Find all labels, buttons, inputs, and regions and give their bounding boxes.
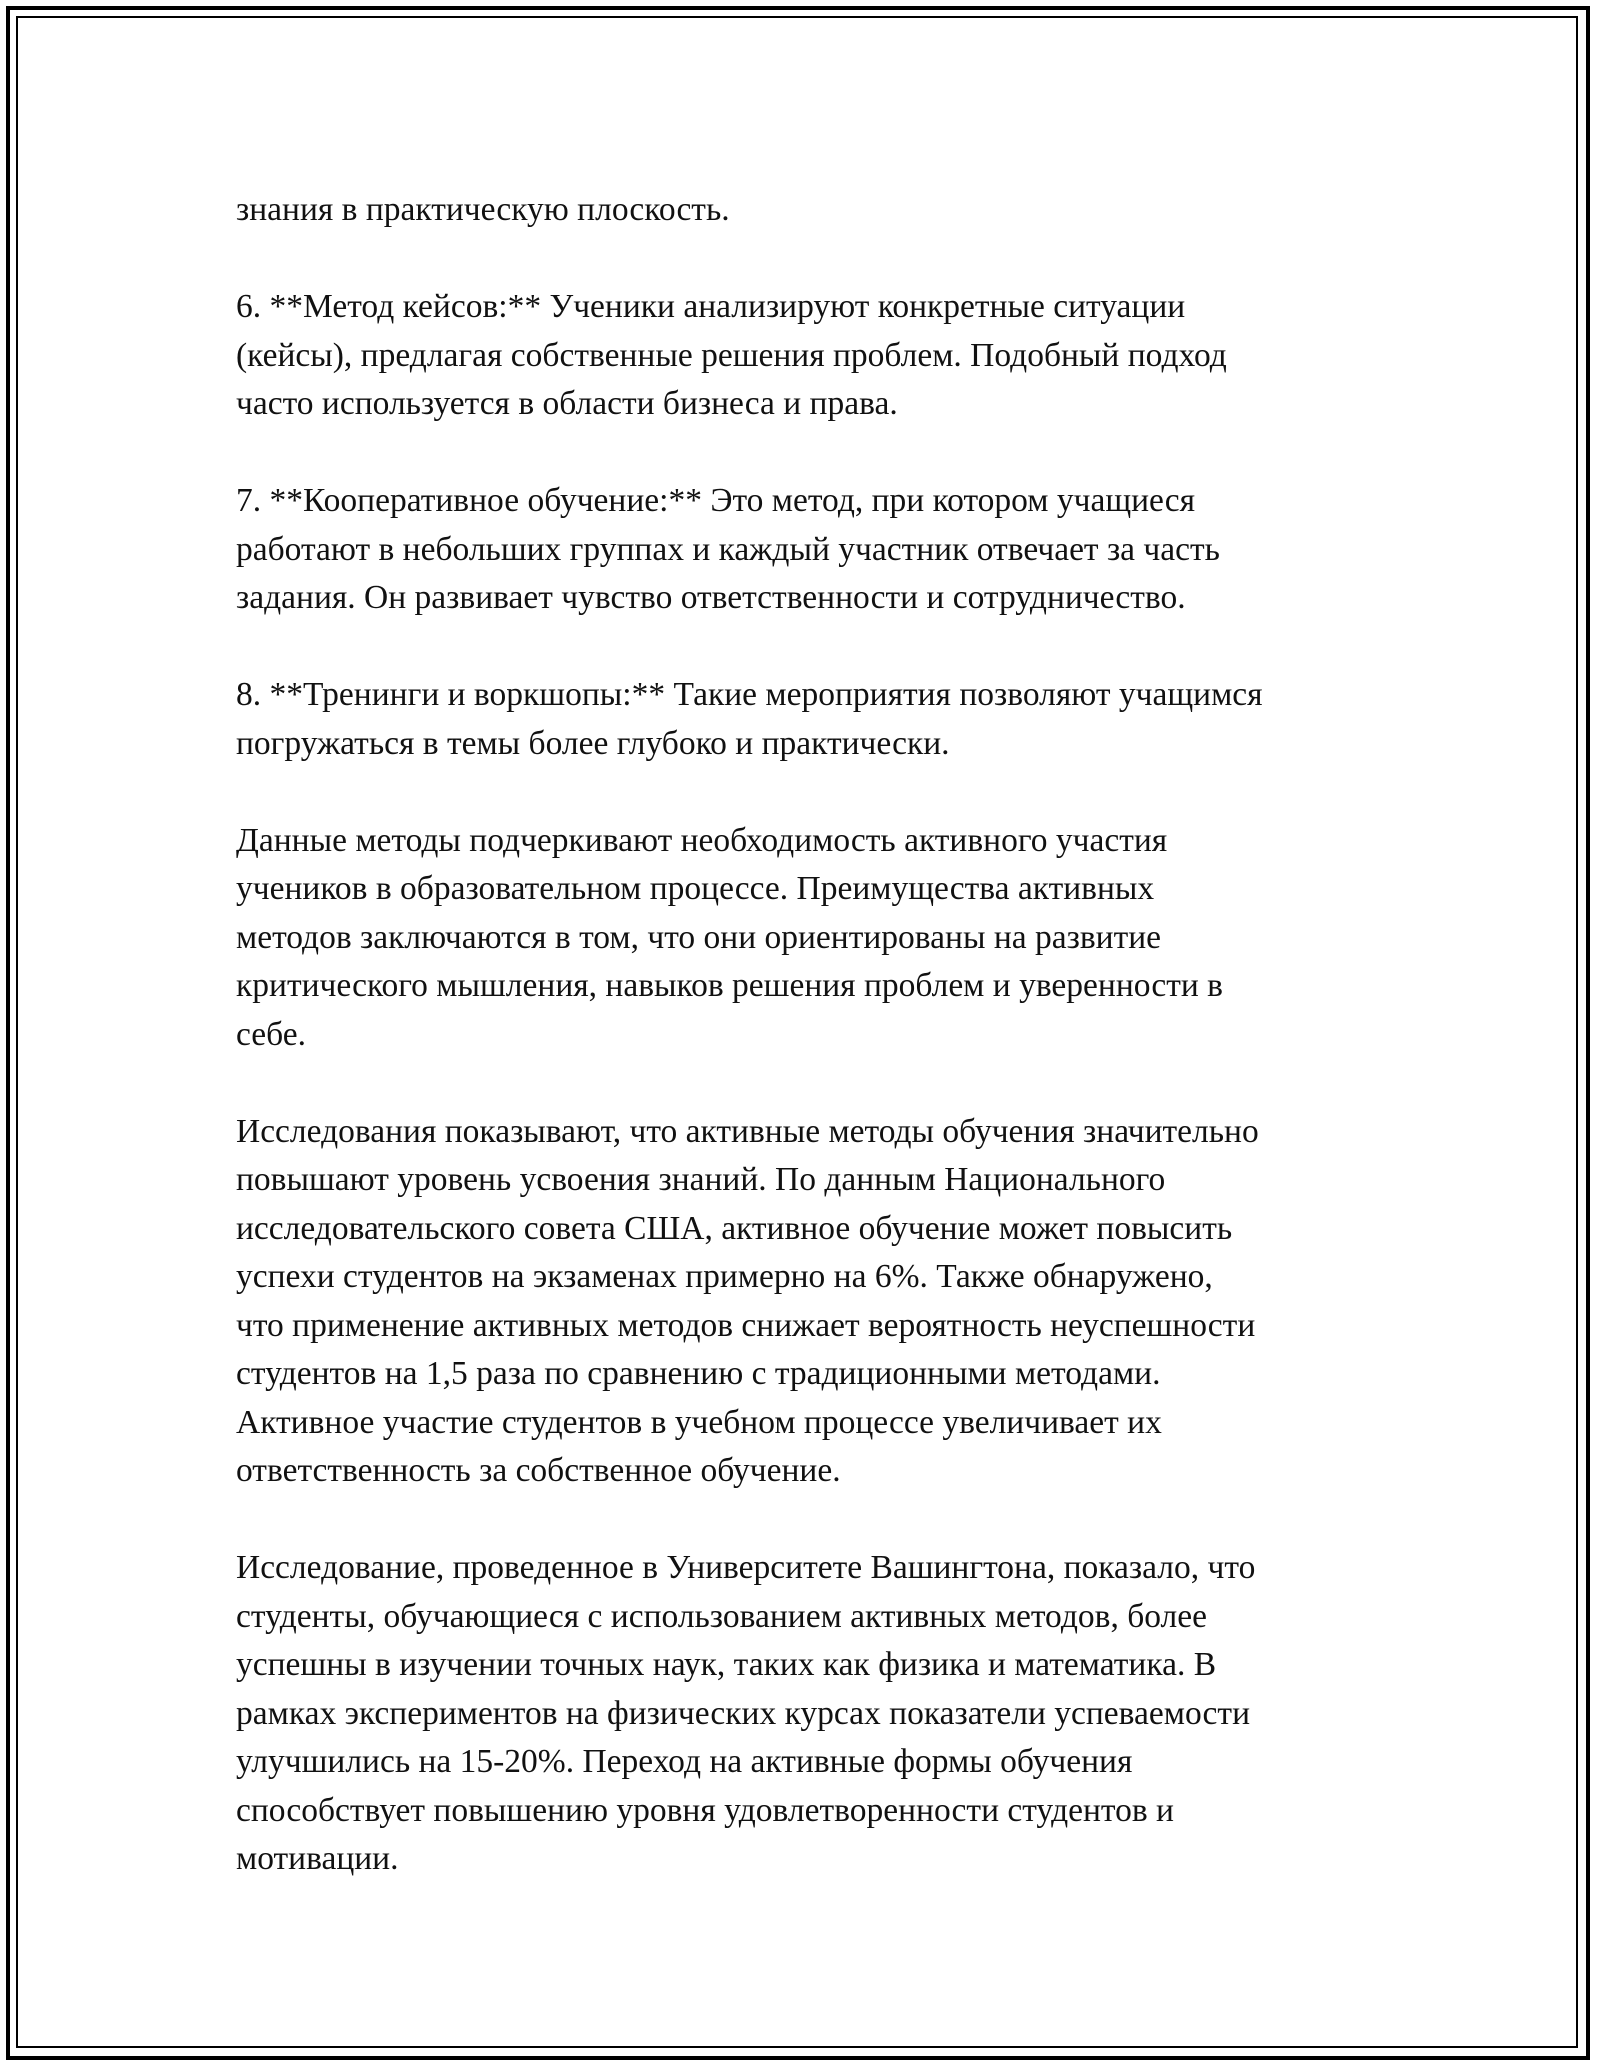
paragraph-active-methods-benefits: Данные методы подчеркивают необходимость активного участия учеников в образовательном процессе. Преимущества активных методов заключаются в том, что они ориентированы на развитие критического мышления, навыков решения проблем и уверенности в себе. — [236, 821, 1223, 1053]
document-body — [236, 186, 1386, 1884]
paragraph-washington-study: Исследование, проведенное в Университете Вашингтона, показало, что студенты, обучающиеся с использованием активных методов, более успешны в изучении точных наук, таких как физика и математика. В рамках экспериментов на физических курсах показатели успеваемости улучшились на 15-20%. Переход на активные формы обучения способствует повышению уровня удовлетворенности студентов и мотивации. — [236, 1549, 1256, 1877]
paragraph-continuation: знания в практическую плоскость. — [236, 191, 730, 228]
paragraph-case-method: 6. **Метод кейсов:** Ученики анализируют конкретные ситуации (кейсы), предлагая собственные решения проблем. Подобный подход часто используется в области бизнеса и права. — [236, 288, 1227, 422]
paragraph-research-findings: Исследования показывают, что активные методы обучения значительно повышают уровень усвоения знаний. По данным Национального исследовательского совета США, активное обучение может повысить успехи студентов на экзаменах примерно на 6%. Также обнаружено, что применение активных методов снижает вероятность неуспешности студентов на 1,5 раза по сравнению с традиционными методами. Активное участие студентов в учебном процессе увеличивает их ответственность за собственное обучение. — [236, 1112, 1259, 1489]
paragraph-trainings-workshops: 8. **Тренинги и воркшопы:** Такие мероприятия позволяют учащимся погружаться в темы более глубоко и практически. — [236, 676, 1263, 762]
paragraph-cooperative-learning: 7. **Кооперативное обучение:** Это метод, при котором учащиеся работают в небольших группах и каждый участник отвечает за часть задания. Он развивает чувство ответственности и сотрудничество. — [236, 482, 1220, 616]
